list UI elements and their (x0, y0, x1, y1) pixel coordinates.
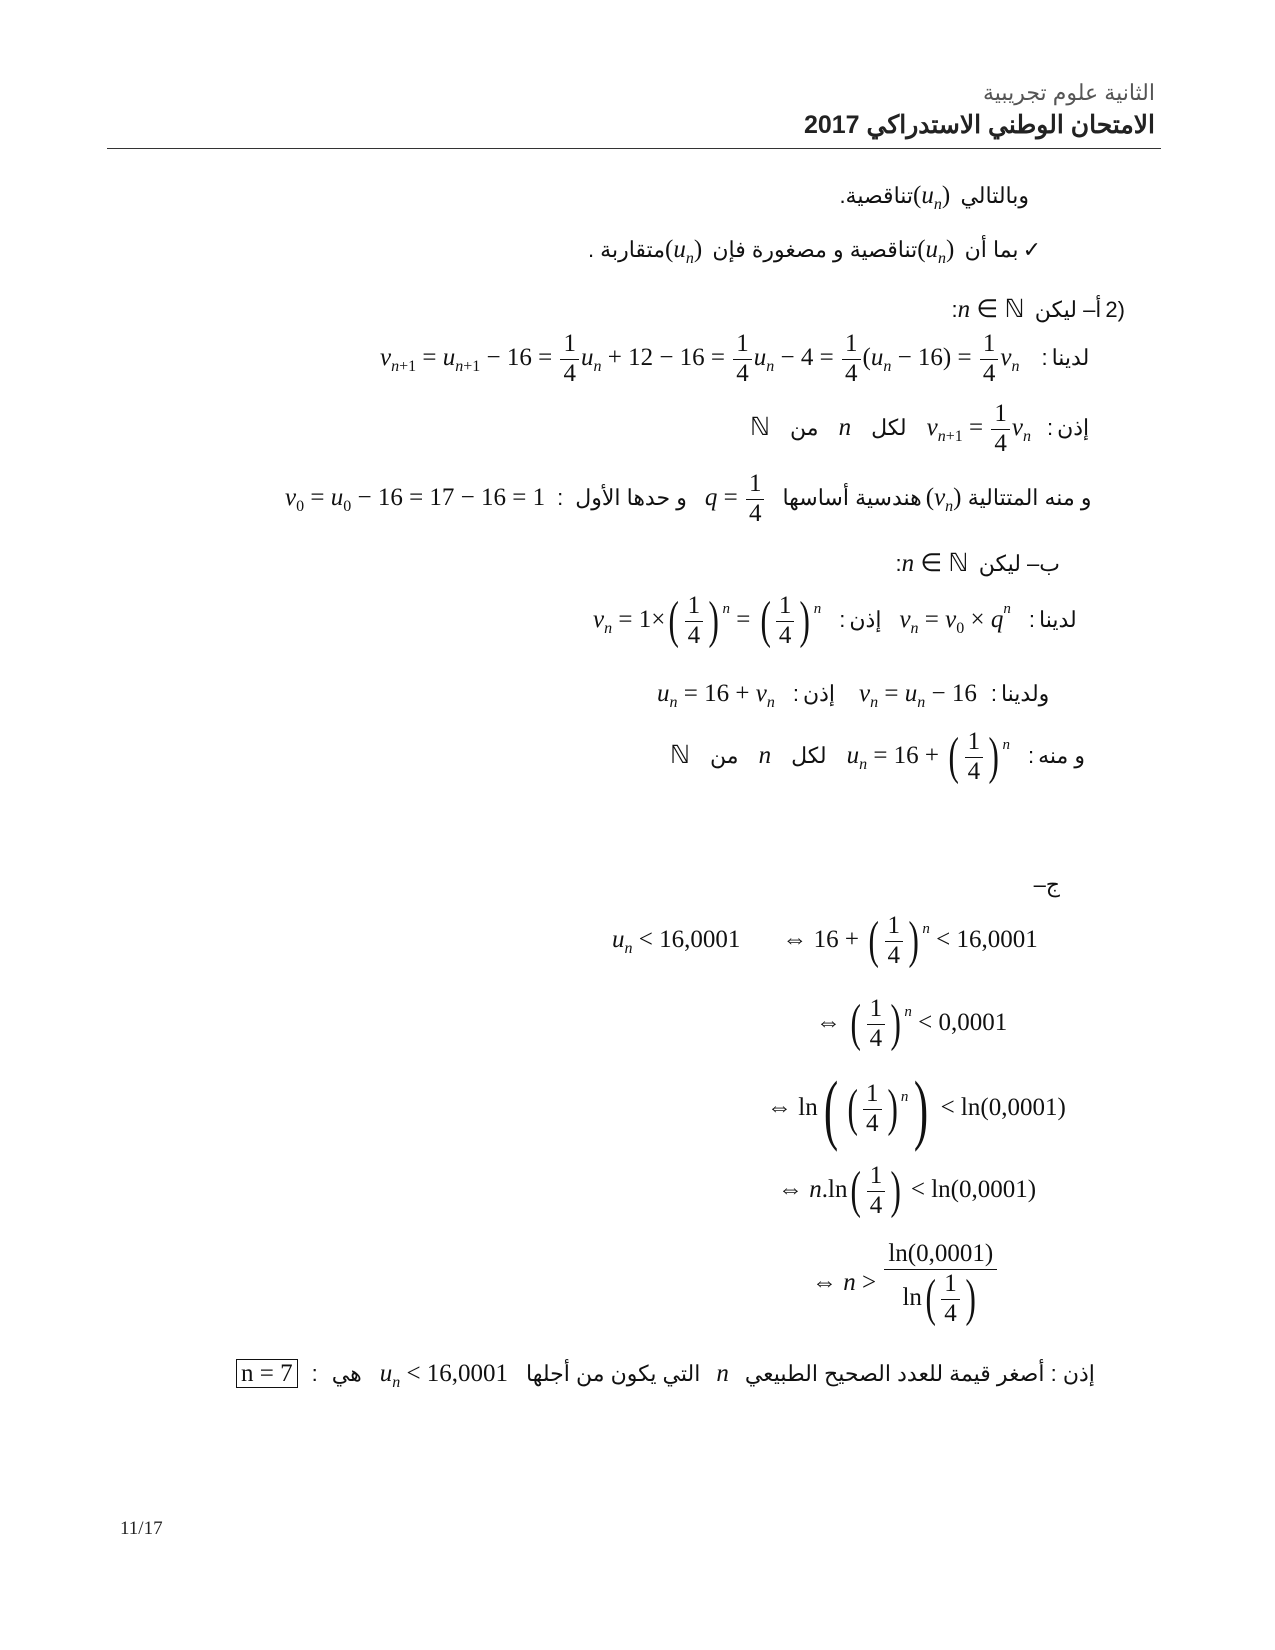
equation-u-from-v: $u_n = 16 + v_n$ : إذن $v_n = u_n - 16$ : ولدينا (657, 680, 1050, 711)
question-2b: ب– ليكن n ∈ ℕ : (895, 550, 1060, 577)
ineq-step-1: $u_n < 16,0001$ ⇔ 16 + ( $\frac{1}{4}$ ) $^n$ < 16,0001 (612, 912, 1038, 970)
equation-v-geometric: ℕ من n لكل $v_{n+1}$ = $\frac{1}{4}$ $v_n$ : إذن (750, 400, 1090, 457)
question-number: (2 (1105, 297, 1125, 322)
header-title: الامتحان الوطني الاستدراكي 2017 (803, 111, 1155, 139)
ineq-step-4: ⇔ n.ln( $\frac{1}{4}$ ) < ln(0,0001) (778, 1162, 1037, 1220)
equation-v-explicit: $v_n = 1\times$( $\frac{1}{4}$ ) $^n$ = ( $\frac{1}{4}$ ) $^n$ : إذن $v_n = v_0 \times q^n$ : لدينا (593, 592, 1077, 650)
ineq-step-5: ⇔ n > ln(0,0001) ln( $\frac{1}{4}$ ) (812, 1240, 999, 1328)
ineq-step-2: ⇔ ( $\frac{1}{4}$ ) $^n$ < 0,0001 (816, 995, 1008, 1053)
question-2a: (2 أ– ليكن n ∈ ℕ : (951, 296, 1125, 323)
line-decreasing: وبالتالي $(u_n)$ تناقصية. (839, 182, 1029, 213)
final-answer-box: n = 7 (236, 1359, 298, 1388)
line-geometric-ratio: $v_0 = u_0 - 16 = 17 - 16 = 1$ : و حدها الأول q = $\frac{1}{4}$ هندسية أساسها $(v_n)$ و منه المتتالية (285, 470, 1092, 527)
page-number: 11/17 (120, 1518, 163, 1539)
check-mark-icon: ✓ (1022, 237, 1041, 262)
equation-v-recurrence: $v_{n+1} = u_{n+1} - 16$ = $\frac{1}{4}$ $u_n + 12 - 16$ = $\frac{1}{4}$ $u_n - 4$ = $\frac{1}{4}$ $(u_n - 16)$ = $\frac{1}{4}$ $v_n$ : لدينا (380, 330, 1090, 387)
header-subtitle: الثانية علوم تجريبية (983, 80, 1155, 105)
final-conclusion: n = 7 : هي $u_n < 16,0001$ التي يكون من أجلها n إذن : أصغر قيمة للعدد الصحيح الطبيعي (236, 1360, 1095, 1392)
question-2c: ج– (1033, 872, 1060, 897)
line-convergent: ✓ بما أن $(u_n)$ تناقصية و مصغورة فإن $(u_n)$ متقاربة . (587, 236, 1041, 267)
header-divider (107, 148, 1161, 149)
equation-u-explicit: ℕ من n لكل $u_n = 16$ + ( $\frac{1}{4}$ ) $^n$ : و منه (670, 728, 1086, 786)
ineq-step-3: ⇔ ln( ( $\frac{1}{4}$ ) $^n$) < ln(0,0001) (767, 1065, 1066, 1152)
